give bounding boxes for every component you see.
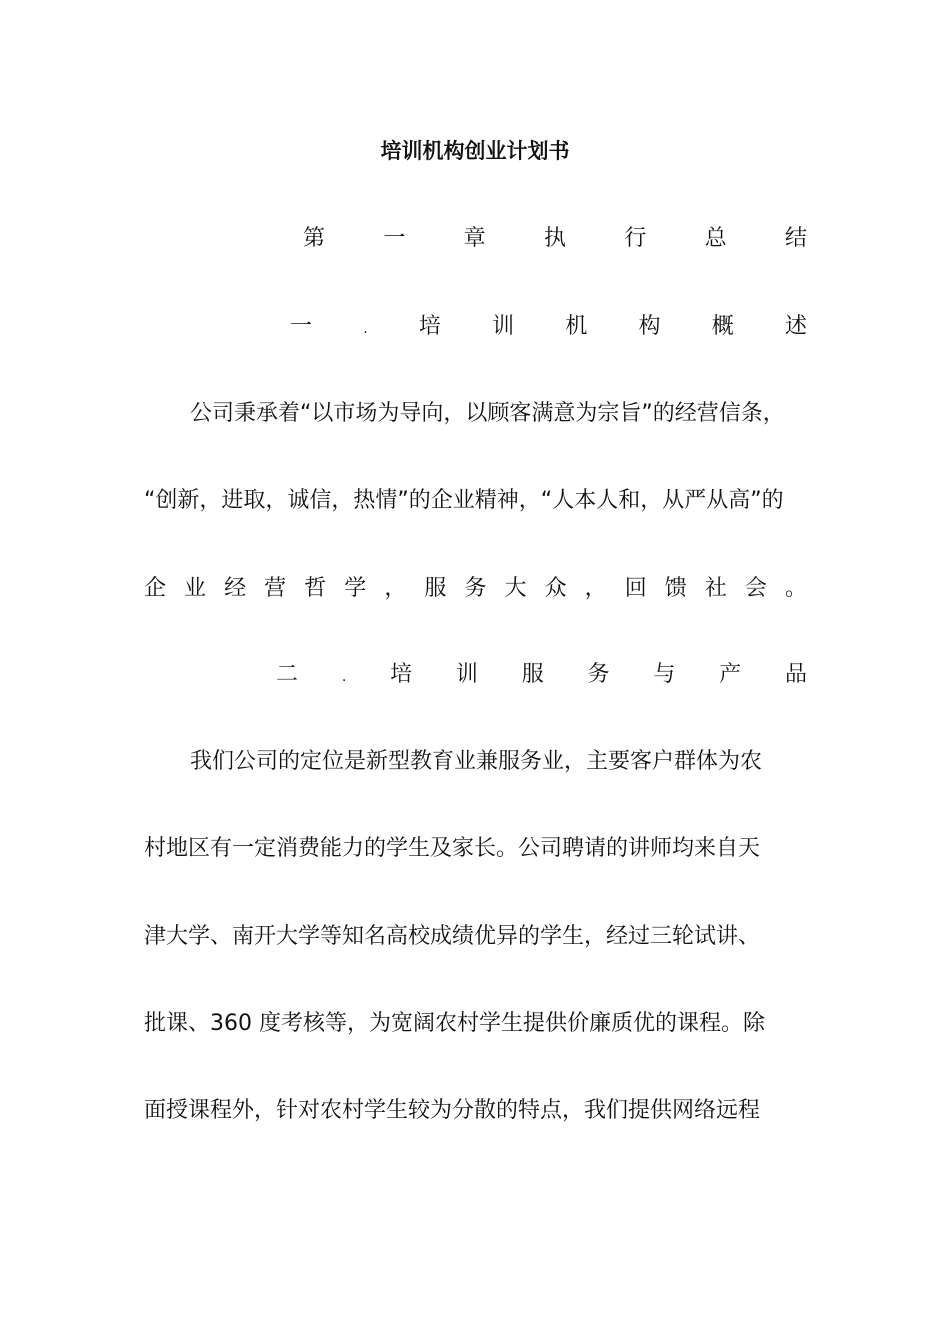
section-heading-char: 概 xyxy=(711,314,734,339)
section-heading-char: 一 xyxy=(290,314,313,339)
paragraph-line: 村地区有一定消费能力的学生及家长。公司聘请的讲师均来自天 xyxy=(144,836,761,861)
section-heading-char: 服 xyxy=(521,662,544,687)
section-heading-overview xyxy=(290,312,807,344)
chapter-heading-char: 结 xyxy=(784,226,807,251)
chapter-heading-char: 一 xyxy=(383,226,406,251)
paragraph-line: 津大学、南开大学等知名高校成绩优异的学生，经过三轮试讲、 xyxy=(144,924,761,949)
section-heading-char: 务 xyxy=(587,662,610,687)
section-heading-char: 训 xyxy=(492,314,515,339)
section-heading-services xyxy=(276,660,807,692)
section-heading-char: 产 xyxy=(719,662,742,687)
document-title: 培训机构创业计划书 xyxy=(380,139,570,163)
chapter-heading-char: 行 xyxy=(624,226,647,251)
section-heading-char: 品 xyxy=(784,662,807,687)
chapter-heading xyxy=(303,224,807,254)
paragraph-line: 批课、360 度考核等，为宽阔农村学生提供价廉质优的课程。除 xyxy=(144,1011,765,1036)
chapter-heading-char: 章 xyxy=(463,226,486,251)
section-heading-char: 培 xyxy=(418,314,441,339)
section-heading-char: 培 xyxy=(390,662,413,687)
paragraph-line: 面授课程外，针对农村学生较为分散的特点，我们提供网络远程 xyxy=(144,1098,761,1123)
paragraph-line: 我们公司的定位是新型教育业兼服务业，主要客户群体为农 xyxy=(190,749,763,774)
chapter-heading-char: 执 xyxy=(543,226,566,251)
section-heading-char: 与 xyxy=(653,662,676,687)
section-heading-dot: . xyxy=(341,669,347,685)
section-heading-dot: . xyxy=(363,321,368,337)
section-heading-char: 述 xyxy=(784,314,807,339)
section-heading-char: 训 xyxy=(455,662,478,687)
paragraph-line: 企业经营哲学，服务大众，回馈社会。 xyxy=(144,576,807,601)
section-heading-char: 构 xyxy=(638,314,661,339)
section-heading-char: 机 xyxy=(565,314,588,339)
chapter-heading-char: 总 xyxy=(704,226,727,251)
section-heading-char: 二 xyxy=(276,662,299,687)
paragraph-line: “创新，进取，诚信，热情”的企业精神，“人本人和，从严从高”的 xyxy=(144,488,784,513)
chapter-heading-char: 第 xyxy=(303,226,326,251)
paragraph-line: 公司秉承着“以市场为导向，以顾客满意为宗旨”的经营信条， xyxy=(190,401,785,426)
